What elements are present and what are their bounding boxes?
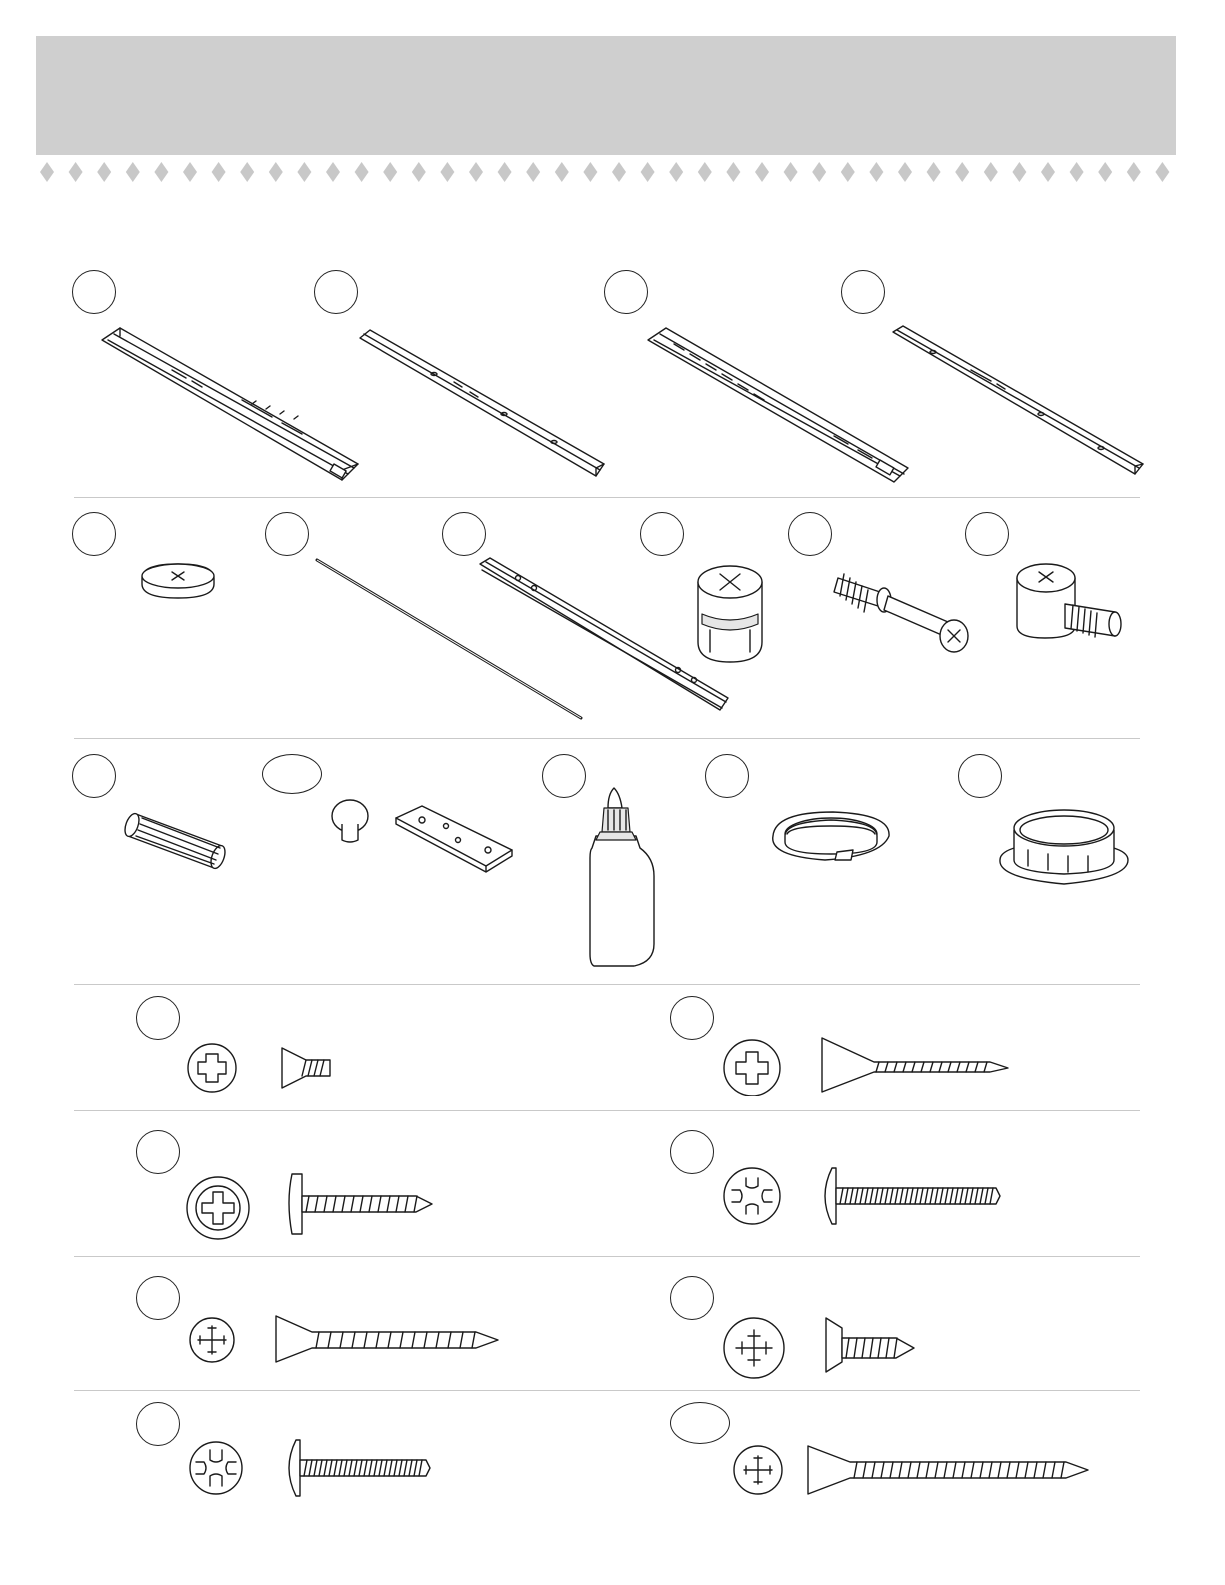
part-bubble bbox=[314, 270, 358, 314]
diamond-shape bbox=[440, 162, 454, 182]
part-bubble bbox=[136, 1276, 180, 1320]
part-bubble bbox=[136, 1402, 180, 1446]
part-bubble bbox=[841, 270, 885, 314]
diamond-shape bbox=[355, 162, 369, 182]
diamond-shape bbox=[755, 162, 769, 182]
diamond-shape bbox=[126, 162, 140, 182]
diamond-shape bbox=[869, 162, 883, 182]
diamond-shape bbox=[40, 162, 54, 182]
part-bubble bbox=[965, 512, 1009, 556]
diamond-shape bbox=[1012, 162, 1026, 182]
screw-icon bbox=[670, 1402, 1100, 1502]
diamond-shape bbox=[612, 162, 626, 182]
screw-icon bbox=[670, 996, 1030, 1096]
diamond-shape bbox=[784, 162, 798, 182]
diamond-shape bbox=[1070, 162, 1084, 182]
diamond-shape bbox=[326, 162, 340, 182]
part-bubble bbox=[136, 1130, 180, 1174]
part-machine-screw-long bbox=[670, 1130, 1030, 1240]
screw-icon bbox=[136, 996, 496, 1096]
part-bubble bbox=[442, 512, 486, 556]
part-bubble bbox=[72, 270, 116, 314]
part-grommet-closed bbox=[958, 754, 1138, 904]
part-screw-pan-short bbox=[670, 1276, 1030, 1386]
row-divider bbox=[74, 1110, 1140, 1111]
part-bubble bbox=[670, 1402, 730, 1444]
diamond-shape bbox=[269, 162, 283, 182]
diamond-shape bbox=[984, 162, 998, 182]
part-cam-connector bbox=[965, 512, 1145, 662]
diamond-shape bbox=[412, 162, 426, 182]
part-bubble bbox=[72, 754, 116, 798]
drawer-rail-icon bbox=[314, 270, 614, 490]
diamond-shape bbox=[383, 162, 397, 182]
part-drawer-rail-b bbox=[841, 270, 1151, 490]
row-divider bbox=[74, 738, 1140, 739]
drawer-rail-icon bbox=[841, 270, 1151, 490]
diamond-shape bbox=[154, 162, 168, 182]
screw-icon bbox=[670, 1276, 1030, 1386]
part-bubble bbox=[72, 512, 116, 556]
part-bubble bbox=[136, 996, 180, 1040]
diamond-shape bbox=[726, 162, 740, 182]
diamond-shape bbox=[212, 162, 226, 182]
screw-icon bbox=[670, 1130, 1030, 1240]
diamond-shape bbox=[1127, 162, 1141, 182]
diamond-border bbox=[36, 152, 1176, 192]
screw-icon bbox=[136, 1402, 496, 1502]
part-bubble bbox=[670, 996, 714, 1040]
diamond-shape bbox=[1155, 162, 1169, 182]
diamond-shape bbox=[669, 162, 683, 182]
diamond-shape bbox=[240, 162, 254, 182]
part-grommet-open bbox=[705, 754, 905, 904]
part-bubble bbox=[265, 512, 309, 556]
part-drawer-rail-a bbox=[314, 270, 614, 490]
diamond-shape bbox=[69, 162, 83, 182]
diamond-shape bbox=[183, 162, 197, 182]
part-bubble bbox=[958, 754, 1002, 798]
diamond-shape bbox=[1041, 162, 1055, 182]
part-bubble bbox=[542, 754, 586, 798]
diamond-shape bbox=[1098, 162, 1112, 182]
diamond-shape bbox=[927, 162, 941, 182]
diamond-shape bbox=[555, 162, 569, 182]
diamond-shape bbox=[469, 162, 483, 182]
part-shelf-pin-plate bbox=[262, 754, 522, 884]
part-bubble bbox=[670, 1276, 714, 1320]
part-bubble bbox=[262, 754, 322, 794]
row-divider bbox=[74, 497, 1140, 498]
part-cap bbox=[72, 512, 222, 622]
part-screw-coarse bbox=[136, 1276, 516, 1376]
part-screw-washer-head bbox=[136, 1130, 496, 1240]
part-machine-screw-short bbox=[136, 1402, 496, 1502]
diamond-shape bbox=[498, 162, 512, 182]
diamond-shape bbox=[812, 162, 826, 182]
part-bubble bbox=[705, 754, 749, 798]
part-wood-dowel bbox=[72, 754, 242, 894]
screw-icon bbox=[136, 1276, 516, 1376]
diamond-shape bbox=[841, 162, 855, 182]
row-divider bbox=[74, 1256, 1140, 1257]
part-cam-lock bbox=[640, 512, 770, 672]
diamond-shape bbox=[297, 162, 311, 182]
part-screw-short-flat bbox=[136, 996, 496, 1096]
part-bubble bbox=[670, 1130, 714, 1174]
part-screw-long-flat bbox=[670, 996, 1030, 1096]
part-glue-bottle bbox=[542, 754, 672, 974]
diamond-shape bbox=[698, 162, 712, 182]
diamond-shape bbox=[97, 162, 111, 182]
diamond-shape bbox=[583, 162, 597, 182]
row-divider bbox=[74, 1390, 1140, 1391]
diamond-shape bbox=[641, 162, 655, 182]
part-bubble bbox=[604, 270, 648, 314]
part-bubble bbox=[640, 512, 684, 556]
diamond-shape bbox=[898, 162, 912, 182]
row-divider bbox=[74, 984, 1140, 985]
diamond-shape bbox=[955, 162, 969, 182]
part-bubble bbox=[788, 512, 832, 556]
part-cam-bolt bbox=[788, 512, 978, 662]
diamond-shape bbox=[526, 162, 540, 182]
header-banner bbox=[36, 36, 1176, 152]
part-screw-extra-long bbox=[670, 1402, 1100, 1502]
screw-icon bbox=[136, 1130, 496, 1240]
